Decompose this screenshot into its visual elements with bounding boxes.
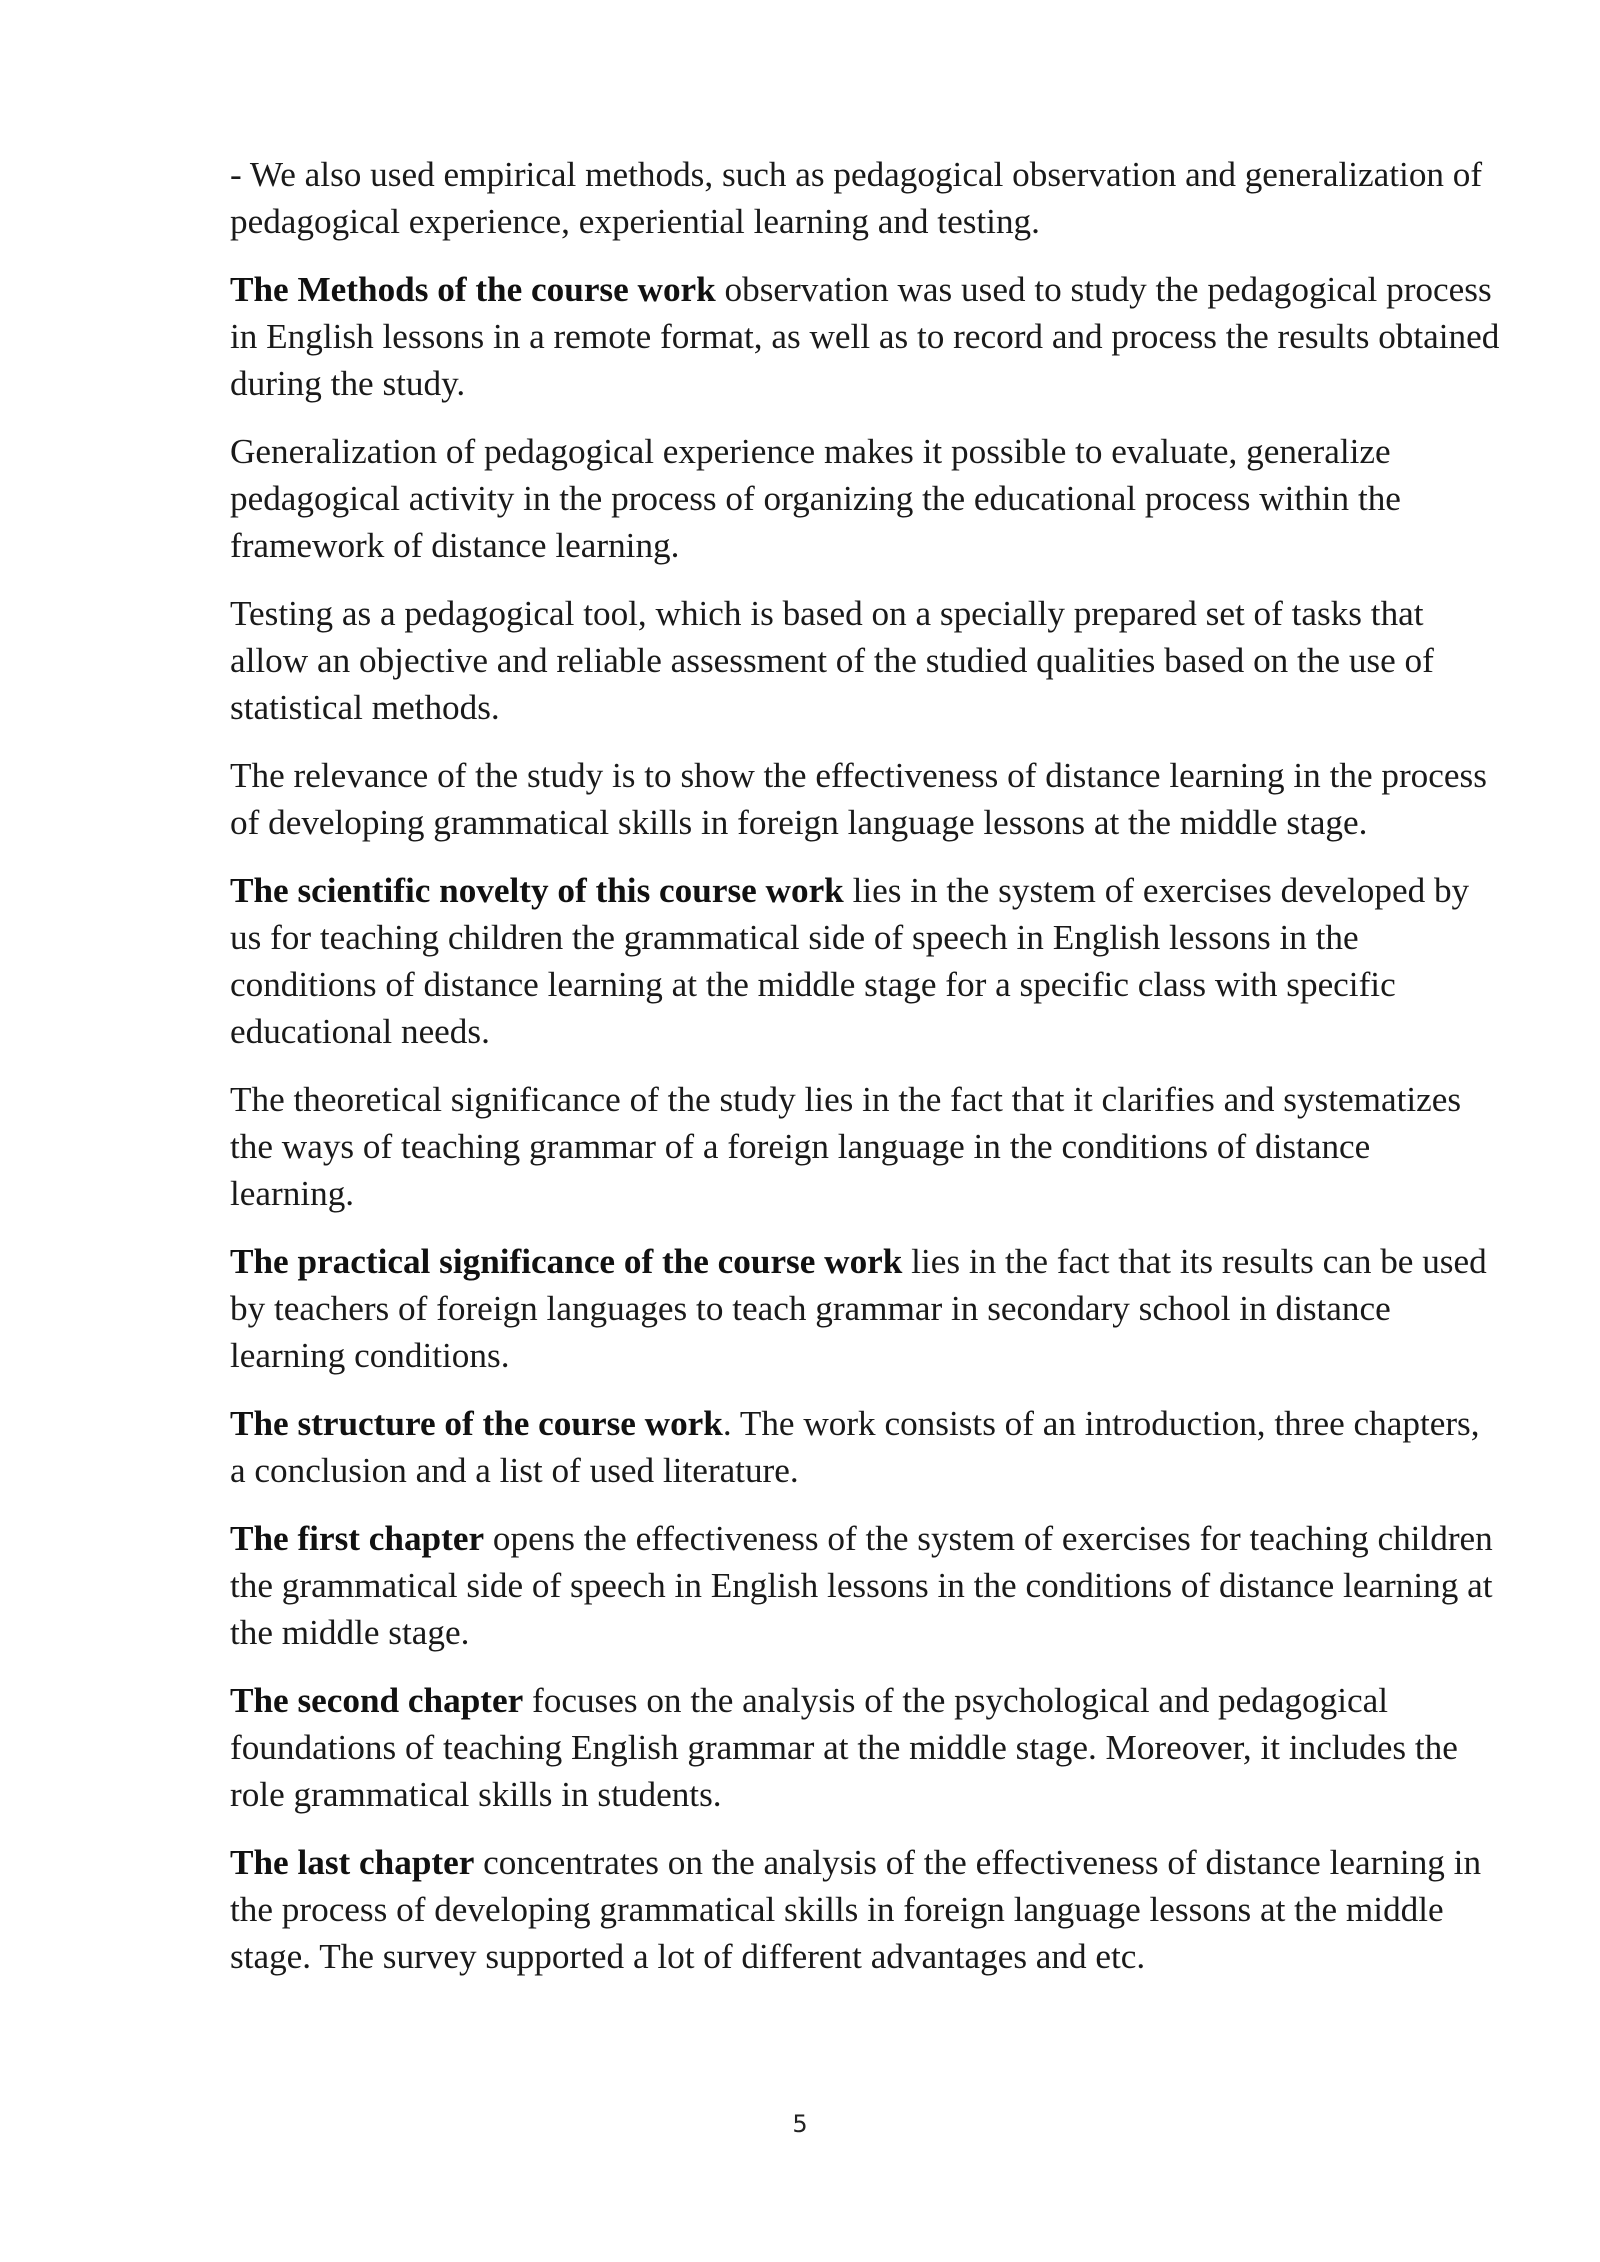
paragraph-heading: The practical significance of the course work bbox=[230, 1242, 903, 1281]
paragraph-structure bbox=[230, 1400, 1502, 1494]
paragraph-heading: The structure of the course work bbox=[230, 1404, 723, 1443]
paragraph-practical-significance bbox=[230, 1238, 1502, 1379]
paragraph-heading: The scientific novelty of this course work bbox=[230, 871, 844, 910]
paragraph-theoretical-significance bbox=[230, 1076, 1502, 1217]
paragraph-text: lies in the fact that its results can be used by teachers of foreign languages to teach grammar in secondary school in distance learning conditions. bbox=[230, 1242, 1487, 1375]
paragraph-relevance bbox=[230, 752, 1502, 846]
paragraph-heading: The Methods of the course work bbox=[230, 270, 716, 309]
paragraph-methods-course-work bbox=[230, 266, 1502, 407]
paragraph-scientific-novelty bbox=[230, 867, 1502, 1055]
paragraph-text: focuses on the analysis of the psychological and pedagogical foundations of teaching English grammar at the middle stage. Moreover, it includes the role grammatical skills in students. bbox=[230, 1681, 1458, 1814]
paragraph-text: The relevance of the study is to show the effectiveness of distance learning in the process of developing grammatical skills in foreign language lessons at the middle stage. bbox=[230, 756, 1487, 842]
page-number: 5 bbox=[792, 2110, 808, 2138]
paragraph-last-chapter bbox=[230, 1839, 1502, 1980]
paragraph-first-chapter bbox=[230, 1515, 1502, 1656]
paragraph-text: The theoretical significance of the study lies in the fact that it clarifies and systematizes the ways of teaching grammar of a foreign language in the conditions of distance learning. bbox=[230, 1080, 1462, 1213]
paragraph-second-chapter bbox=[230, 1677, 1502, 1818]
paragraph-text: observation was used to study the pedagogical process in English lessons in a remote format, as well as to record and process the results obtained during the study. bbox=[230, 270, 1500, 403]
paragraph-heading: The last chapter bbox=[230, 1843, 475, 1882]
paragraph-text: - We also used empirical methods, such as pedagogical observation and generalization of pedagogical experience, experiential learning and testing. bbox=[230, 155, 1483, 241]
paragraph-heading: The second chapter bbox=[230, 1681, 524, 1720]
paragraph-text: . The work consists of an introduction, three chapters, a conclusion and a list of used literature. bbox=[230, 1404, 1480, 1490]
paragraph-methods-empirical bbox=[230, 151, 1502, 245]
paragraph-testing bbox=[230, 590, 1502, 731]
paragraph-text: lies in the system of exercises developed by us for teaching children the grammatical side of speech in English lessons in the conditions of distance learning at the middle stage for a specific class with specific educational needs. bbox=[230, 871, 1470, 1051]
paragraph-text: opens the effectiveness of the system of exercises for teaching children the grammatical side of speech in English lessons in the conditions of distance learning at the middle stage. bbox=[230, 1519, 1493, 1652]
paragraph-generalization bbox=[230, 428, 1502, 569]
paragraph-text: concentrates on the analysis of the effectiveness of distance learning in the process of developing grammatical skills in foreign language lessons at the middle stage. The survey supported a lot of different advantages and etc. bbox=[230, 1843, 1482, 1976]
paragraph-heading: The first chapter bbox=[230, 1519, 485, 1558]
paragraph-text: Testing as a pedagogical tool, which is based on a specially prepared set of tasks that allow an objective and reliable assessment of the studied qualities based on the use of statistical methods. bbox=[230, 594, 1434, 727]
body-text bbox=[230, 151, 1502, 2001]
paragraph-text: Generalization of pedagogical experience makes it possible to evaluate, generalize pedagogical activity in the process of organizing the educational process within the framework of distance learning. bbox=[230, 432, 1401, 565]
